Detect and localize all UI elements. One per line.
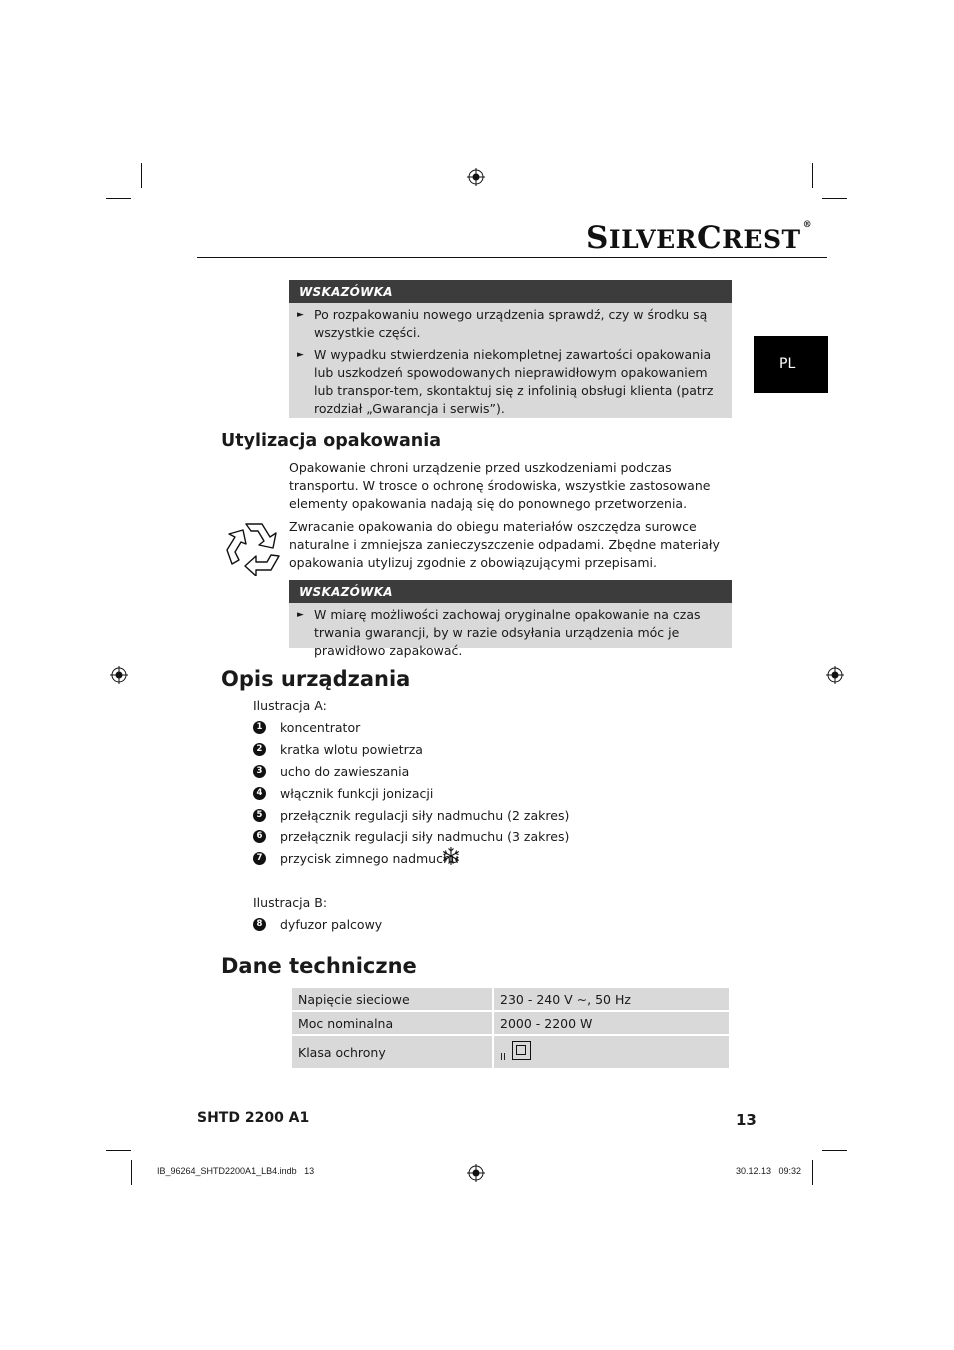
arrow-icon: ► <box>297 350 304 360</box>
registration-mark-icon <box>110 666 128 684</box>
table-cell-value: II <box>493 1035 730 1069</box>
section-title-technical: Dane techniczne <box>221 954 417 978</box>
model-number: SHTD 2200 A1 <box>197 1110 310 1126</box>
print-file-info: IB_96264_SHTD2200A1_LB4.indb 13 <box>157 1166 315 1176</box>
note-item: ► W miarę możliwości zachowaj oryginalne opakowanie na czas trwania gwarancji, by w razie odsyłania urządzenia móc je prawidłowo zapakować. <box>297 607 701 658</box>
packaging-para-2: Zwracanie opakowania do obiegu materiałów oszczędza surowce naturalne i zmniejsza zanieczyszczenie odpadami. Zbędne materiały opakowania utylizuj zgodnie z obowiązującymi przepisami. <box>289 519 720 570</box>
item-number: 3 <box>253 765 266 778</box>
crop-mark <box>141 163 142 188</box>
protection-class-ii-icon <box>512 1041 531 1060</box>
packaging-para-1: Opakowanie chroni urządzenie przed uszkodzeniami podczas transportu. W trosce o ochronę środowiska, wszystkie zastosowane elementy opakowania nadają się do ponownego przetworzenia. <box>289 460 711 511</box>
registration-mark-icon <box>467 168 485 186</box>
page-number: 13 <box>736 1111 757 1129</box>
table-cell-label: Klasa ochrony <box>291 1035 493 1069</box>
list-item: 1 koncentrator <box>253 719 360 737</box>
crop-mark <box>812 163 813 188</box>
technical-table <box>290 986 731 1070</box>
list-item: 2 kratka wlotu powietrza <box>253 741 423 759</box>
item-number: 7 <box>253 852 266 865</box>
table-row <box>291 987 730 1011</box>
list-item: 3 ucho do zawieszania <box>253 763 409 781</box>
table-row <box>291 1011 730 1035</box>
illustration-b-label: Ilustracja B: <box>253 895 328 910</box>
snowflake-icon <box>441 846 461 866</box>
table-row <box>291 1035 730 1069</box>
registration-mark-icon <box>826 666 844 684</box>
arrow-icon: ► <box>297 610 304 620</box>
list-item: 6 przełącznik regulacji siły nadmuchu (3 zakres) <box>253 828 569 846</box>
arrow-icon: ► <box>297 310 304 320</box>
note-box <box>289 280 732 418</box>
note-heading: WSKAZÓWKA <box>289 580 732 603</box>
section-title-description: Opis urządzania <box>221 667 411 691</box>
item-number: 4 <box>253 787 266 800</box>
crop-mark <box>106 198 131 199</box>
list-item: 4 włącznik funkcji jonizacji <box>253 785 433 803</box>
item-number: 5 <box>253 809 266 822</box>
table-cell-label: Moc nominalna <box>291 1011 493 1035</box>
brand-logo: SILVERCREST ® <box>586 220 813 256</box>
header-rule <box>197 257 827 258</box>
note-item: ► Po rozpakowaniu nowego urządzenia sprawdź, czy w środku są wszystkie części. <box>297 307 708 340</box>
recycle-icon <box>224 518 286 576</box>
item-number: 6 <box>253 830 266 843</box>
language-tab: PL <box>754 336 828 393</box>
table-cell-label: Napięcie sieciowe <box>291 987 493 1011</box>
table-cell-value: 2000 - 2200 W <box>493 1011 730 1035</box>
crop-mark <box>822 198 847 199</box>
table-cell-value: 230 - 240 V ∼, 50 Hz <box>493 987 730 1011</box>
crop-mark <box>822 1150 847 1151</box>
registration-mark-icon <box>467 1164 485 1182</box>
section-title-packaging: Utylizacja opakowania <box>221 431 442 451</box>
note-heading: WSKAZÓWKA <box>289 280 732 303</box>
list-item: 7 przycisk zimnego nadmuchu <box>253 850 459 868</box>
note-box <box>289 580 732 658</box>
list-item: 5 przełącznik regulacji siły nadmuchu (2 zakres) <box>253 807 569 825</box>
note-item: ► W wypadku stwierdzenia niekompletnej zawartości opakowania lub uszkodzeń spowodowanych nieprawidłowym opakowaniem lub transpor-tem, skontaktuj się z infolinią obsługi klienta (patrz rozdział „Gwarancja i serwis”). <box>297 347 714 416</box>
crop-mark <box>131 1160 132 1185</box>
print-datetime: 30.12.13 09:32 <box>736 1166 802 1176</box>
crop-mark <box>812 1160 813 1185</box>
list-item: 8 dyfuzor palcowy <box>253 916 382 934</box>
crop-mark <box>106 1150 131 1151</box>
item-number: 1 <box>253 721 266 734</box>
item-number: 8 <box>253 918 266 931</box>
illustration-a-label: Ilustracja A: <box>253 698 327 713</box>
item-number: 2 <box>253 743 266 756</box>
